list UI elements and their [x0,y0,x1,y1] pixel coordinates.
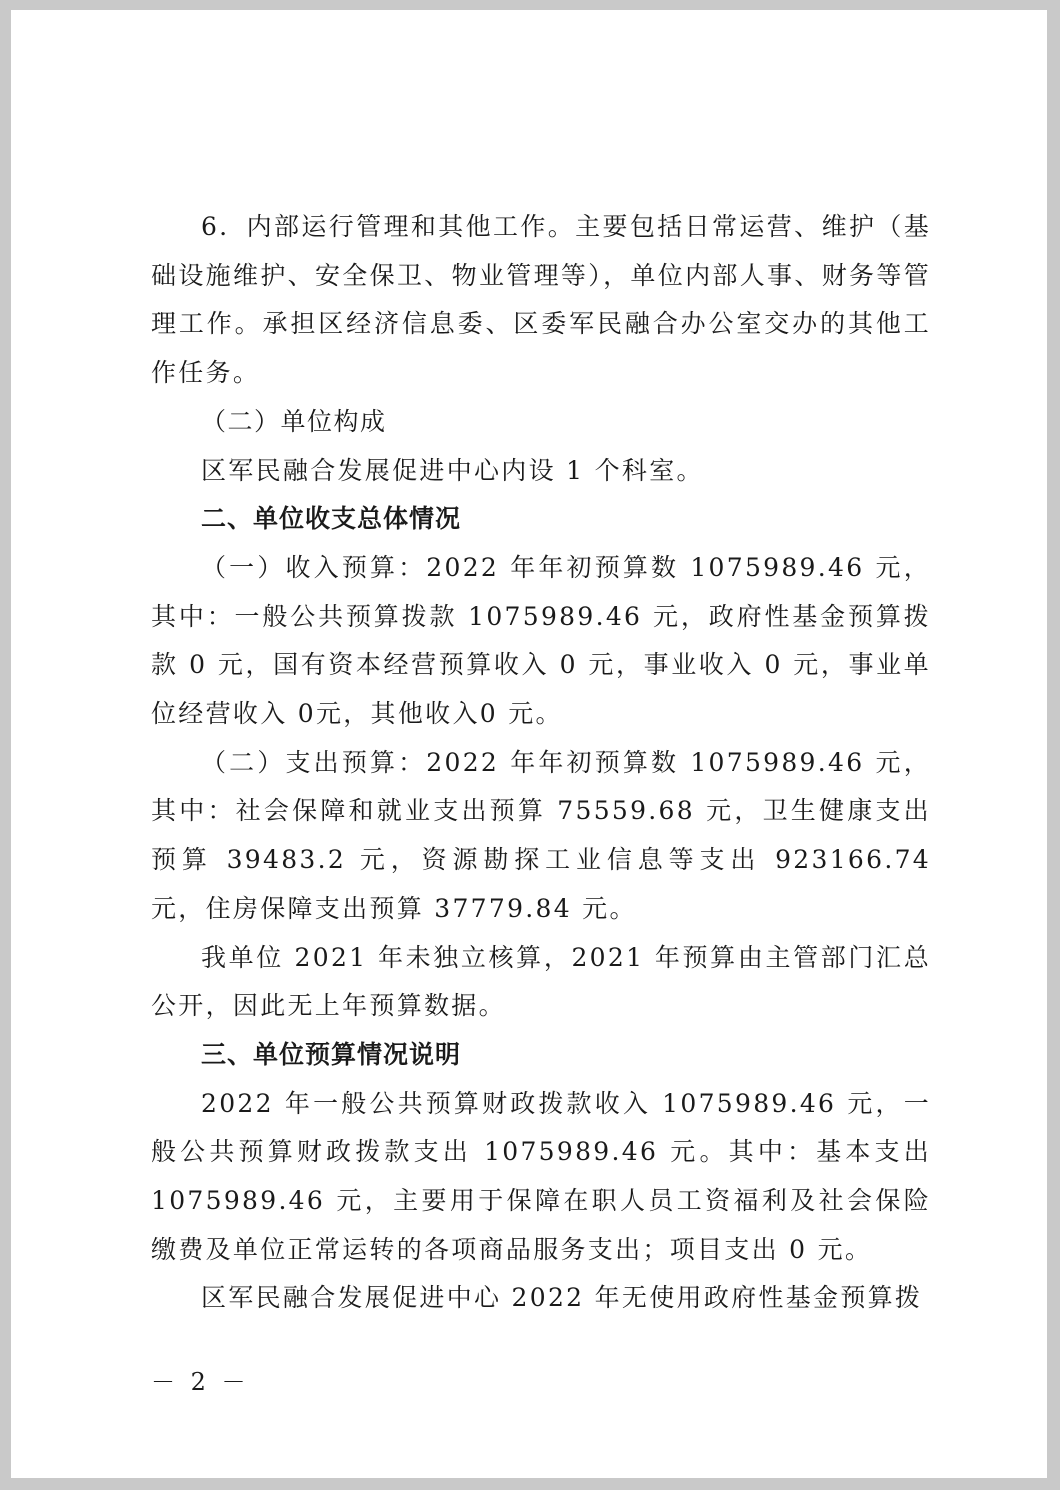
heading-income-expenditure: 二、单位收支总体情况 [201,504,462,534]
document-page [11,10,1047,1478]
subheading-unit-composition: （二）单位构成 [201,406,387,436]
heading-budget-explanation: 三、单位预算情况说明 [201,1039,462,1069]
paragraph-income-budget: （一）收入预算：2022 年年初预算数 1075989.46 元，其中：一般公共预算拨款 1075989.46 元，政府性基金预算拨款 0 元，国有资本经营预算收入 0 元，事业收入 0 元，事业单位经营收入 0元，其他收入0 元。 [151,552,931,729]
paragraph-unit-composition: 区军民融合发展促进中心内设 1 个科室。 [201,455,704,485]
page-number: － 2 － [151,1368,250,1396]
paragraph-general-budget: 2022 年一般公共预算财政拨款收入 1075989.46 元，一般公共预算财政拨款支出 1075989.46 元。其中：基本支出 1075989.46 元，主要用于保障在职人员工资福利及社会保险缴费及单位正常运转的各项商品服务支出；项目支出 0 元。 [151,1088,931,1264]
paragraph-internal-operations: 6．内部运行管理和其他工作。主要包括日常运营、维护（基础设施维护、安全保卫、物业管理等），单位内部人事、财务等管理工作。承担区经济信息委、区委军民融合办公室交办的其他工作任务。 [151,212,931,388]
paragraph-previous-year-note: 我单位 2021 年未独立核算，2021 年预算由主管部门汇总公开，因此无上年预算数据。 [151,942,931,1021]
document-body [151,203,931,1323]
paragraph-expenditure-budget: （二）支出预算：2022 年年初预算数 1075989.46 元，其中：社会保障和就业支出预算 75559.68 元，卫生健康支出预算 39483.2 元，资源勘探工业信息等支出 923166.74 元，住房保障支出预算 37779.84 元。 [151,747,931,923]
paragraph-government-fund: 区军民融合发展促进中心 2022 年无使用政府性基金预算拨 [201,1283,923,1313]
